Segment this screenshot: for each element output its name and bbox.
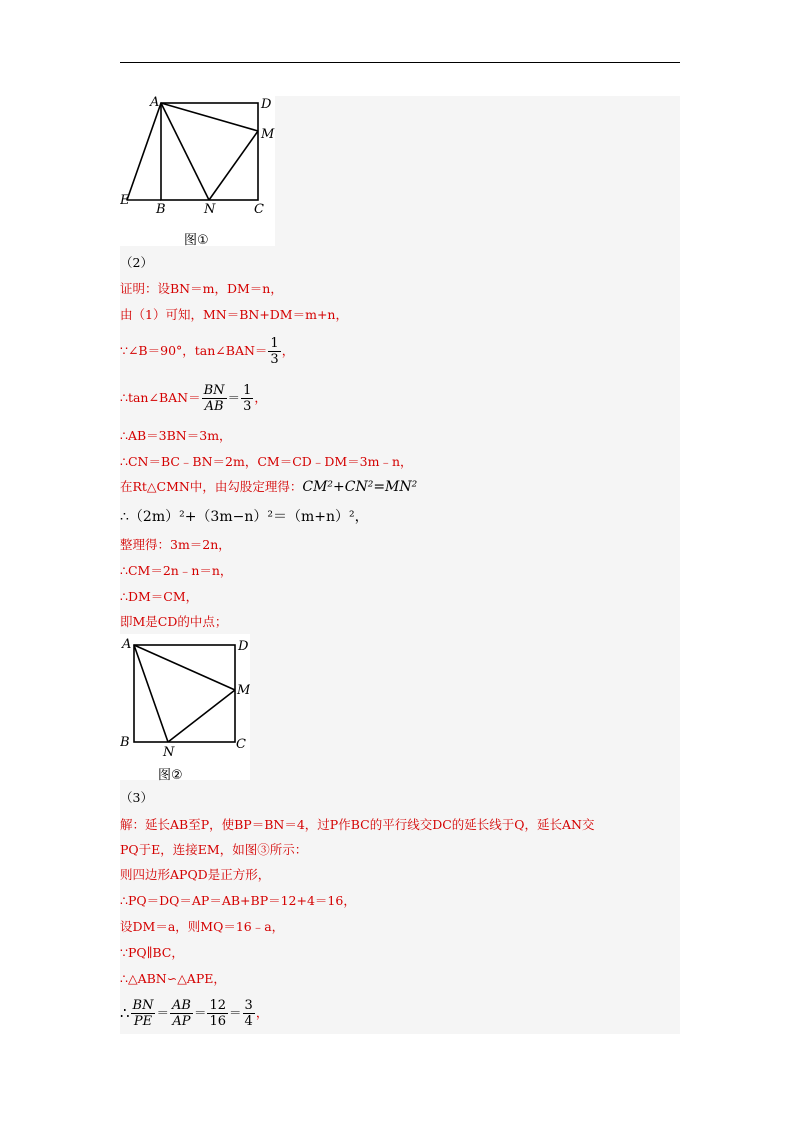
fraction-ab-ap: $\frac{AB}{AP}$	[172, 997, 191, 1029]
part3-line-8: ∴ $\frac{BN}{PE}$ ＝ $\frac{AB}{AP}$ ＝ $\frac{12}{16}$ ＝ $\frac{3}{4}$ ，	[120, 997, 269, 1029]
fig1-label-a: A	[150, 96, 160, 110]
part3-line-5: 设DM＝a，则MQ＝16﹣a，	[120, 919, 285, 934]
fig1-label-n: N	[204, 202, 216, 217]
part3-line-4: ∴PQ＝DQ＝AP＝AB+BP＝12+4＝16，	[120, 893, 356, 908]
part2-line-10: ∴CM＝2n﹣n＝n，	[120, 563, 233, 578]
figure-1-diagram	[120, 96, 275, 246]
part2-line-3: ∵∠B＝90°，tan∠BAN＝ $\frac{1}{3}$ ，	[120, 335, 295, 367]
part2-line-8: ∴（2m）²+（3m−n）²＝（m+n）²，	[120, 509, 369, 525]
fig1-label-b: B	[156, 202, 166, 217]
part2-line-9: 整理得：3m＝2n，	[120, 537, 231, 552]
part2-line-11: ∴DM＝CM，	[120, 589, 199, 604]
fig2-label-n: N	[163, 745, 175, 760]
fig1-label-c: C	[254, 202, 264, 217]
part2-line-2: 由（1）可知，MN＝BN+DM＝m+n，	[120, 307, 348, 322]
fraction-3-4: $\frac{3}{4}$	[244, 997, 253, 1029]
part3-header: （3）	[120, 790, 153, 805]
part2-line-7: 在Rt△CMN中，由勾股定理得：CM²+CN²=MN²	[120, 479, 418, 495]
part3-line-2: PQ于E，连接EM，如图③所示：	[120, 842, 308, 857]
part2-line-12: 即M是CD的中点；	[120, 614, 228, 629]
fraction-one-third: $\frac{1}{3}$	[270, 335, 279, 367]
part2-line-1: 证明：设BN＝m，DM＝n，	[120, 281, 283, 296]
fraction-one-third-2: $\frac{1}{3}$	[243, 382, 252, 414]
figure-1	[120, 96, 275, 246]
part3-line-7: ∴△ABN∽△APE，	[120, 971, 226, 986]
fraction-bn-pe: $\frac{BN}{PE}$	[132, 997, 154, 1029]
figure-2-diagram	[120, 634, 250, 780]
part2-line-4: ∴tan∠BAN＝ $\frac{BN}{AB}$ ＝ $\frac{1}{3}$ ，	[120, 382, 267, 414]
part3-line-6: ∵PQ∥BC，	[120, 945, 184, 960]
fig2-label-d: D	[238, 639, 249, 654]
fig2-label-b: B	[120, 735, 130, 750]
figure-2-caption: 图②	[158, 768, 183, 783]
fig1-label-e: E	[120, 193, 130, 208]
part2-header: （2）	[120, 255, 153, 270]
part3-line-3: 则四边形APQD是正方形，	[120, 867, 271, 882]
fig1-label-m: M	[261, 127, 275, 142]
fig1-label-d: D	[261, 97, 272, 112]
pythagorean-equation: CM²+CN²=MN²	[302, 479, 418, 495]
fig2-label-a: A	[122, 637, 132, 652]
fraction-12-16: $\frac{12}{16}$	[209, 997, 227, 1029]
fraction-bn-ab: $\frac{BN}{AB}$	[203, 382, 225, 414]
fig2-label-c: C	[236, 737, 246, 752]
figure-2	[120, 634, 250, 783]
header-rule	[120, 62, 680, 63]
part3-line-1: 解：延长AB至P，使BP＝BN＝4，过P作BC的平行线交DC的延长线于Q，延长AN交	[120, 817, 595, 832]
fig2-label-m: M	[237, 683, 250, 698]
part2-line-5: ∴AB＝3BN＝3m，	[120, 428, 232, 443]
part2-line-6: ∴CN＝BC﹣BN＝2m，CM＝CD﹣DM＝3m﹣n，	[120, 454, 413, 469]
figure-1-caption: 图①	[184, 233, 209, 248]
